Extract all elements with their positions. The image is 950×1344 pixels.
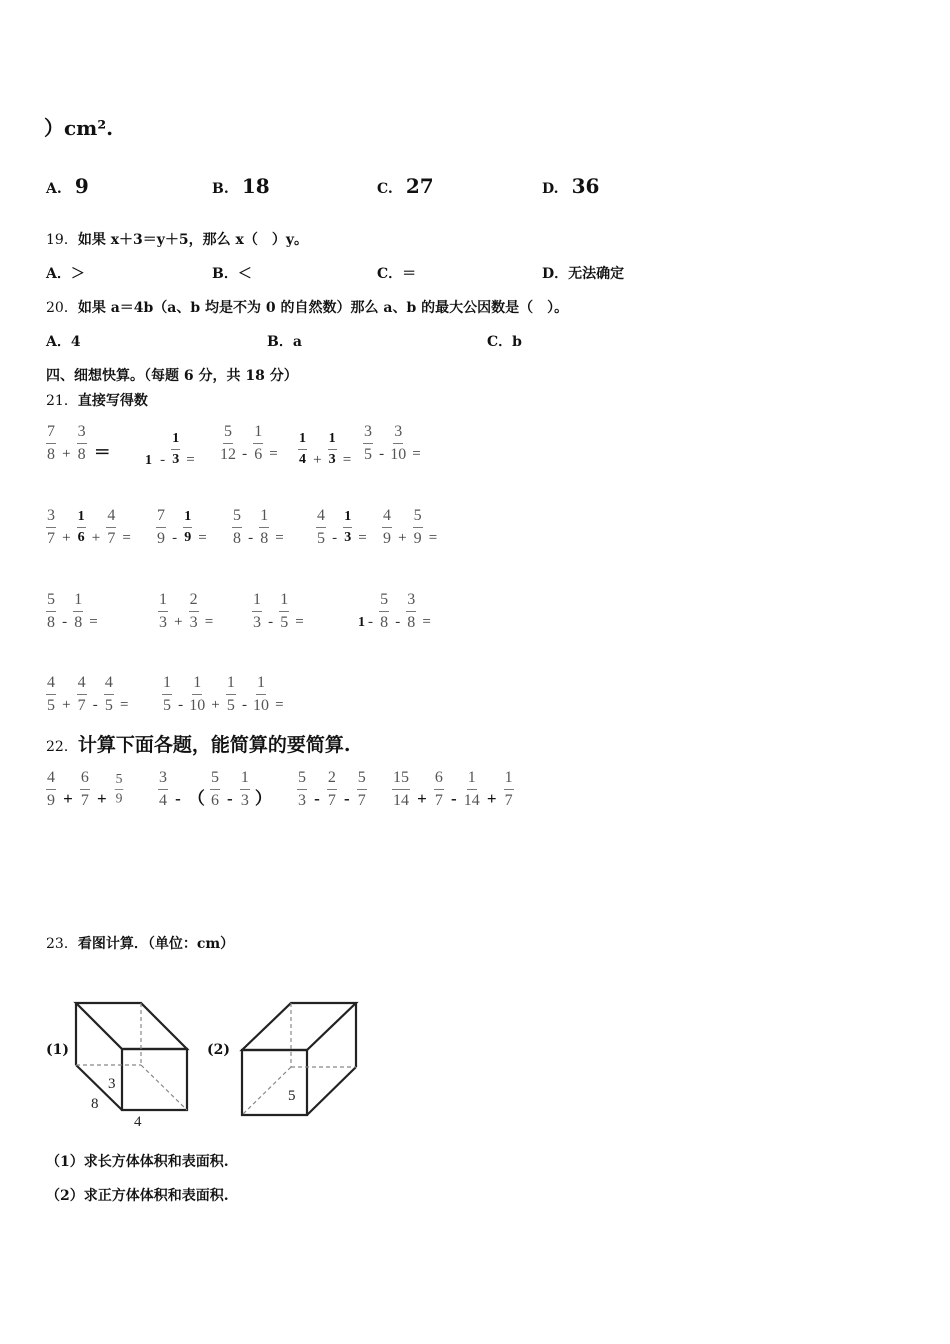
- q23-sub-1: （1）求长方体体积和表面积.: [46, 1154, 229, 1170]
- option-label: C.: [377, 181, 393, 197]
- q22-expr-2: [158, 770, 272, 809]
- equals: =: [122, 530, 131, 546]
- equals: =: [358, 530, 367, 546]
- option-label: A．: [46, 334, 71, 350]
- question-text: 直接写得数: [77, 393, 148, 409]
- option-value: 18: [241, 174, 270, 198]
- q19-option-c[interactable]: [377, 263, 416, 283]
- equals: =: [119, 697, 129, 713]
- equals: ＝: [93, 443, 111, 462]
- fraction: $\frac{1}{9}$: [184, 509, 192, 545]
- fraction: $\frac{5}{8}$: [380, 591, 389, 631]
- fraction: $\frac{6}{7}$: [434, 769, 443, 809]
- q19-stem: [46, 229, 308, 249]
- q21-stem: [46, 390, 148, 410]
- fraction: $\frac{7}{9}$: [157, 507, 165, 547]
- fraction: $\frac{1}{3}$: [240, 769, 249, 809]
- question-text: 如果 a＝4b（a、b 均是不为 0 的自然数）那么 a、b 的最大公因数是（ ）。: [77, 300, 569, 316]
- q21-expr: [382, 508, 438, 547]
- q19-option-b[interactable]: [212, 263, 252, 283]
- section-title: 四、细想快算。（每题 6 分，共 18 分）: [46, 368, 298, 384]
- fraction: $\frac{1}{6}$: [254, 423, 263, 463]
- figure-label-1: (1): [46, 1042, 69, 1058]
- fraction: $\frac{1}{7}$: [504, 769, 513, 809]
- q20-option-b[interactable]: [267, 331, 302, 351]
- q20-option-a[interactable]: [46, 331, 81, 351]
- fraction: $\frac{5}{9}$: [413, 507, 422, 547]
- fraction: $\frac{5}{9}$: [115, 772, 123, 807]
- fraction: $\frac{3}{10}$: [390, 423, 407, 463]
- q18-option-c[interactable]: [377, 174, 434, 198]
- fraction: $\frac{1}{3}$: [159, 591, 167, 631]
- operator: -: [450, 789, 457, 808]
- operator: +: [62, 530, 71, 546]
- fraction: $\frac{5}{7}$: [357, 769, 366, 809]
- q18-option-a[interactable]: [46, 174, 89, 198]
- option-value: 36: [571, 174, 600, 198]
- fraction: $\frac{3}{7}$: [47, 507, 55, 547]
- fraction: $\frac{1}{8}$: [74, 591, 83, 631]
- option-label: D.: [542, 181, 559, 197]
- option-label: A．: [46, 266, 71, 282]
- q21-expr: [232, 508, 285, 547]
- option-label: C．: [377, 266, 403, 282]
- fraction: $\frac{4}{7}$: [107, 507, 116, 547]
- operator: 1: [145, 453, 152, 468]
- operator: -: [241, 697, 247, 713]
- question-text: 计算下面各题，能简算的要简算.: [77, 734, 351, 756]
- q21-expr: [46, 508, 132, 547]
- fraction: $\frac{1}{8}$: [260, 507, 269, 547]
- operator: 1: [358, 615, 365, 630]
- operator: -: [175, 789, 181, 808]
- cuboid-figure: [60, 995, 200, 1130]
- fraction: $\frac{1}{3}$: [172, 431, 180, 467]
- q20-option-c[interactable]: [487, 331, 522, 351]
- operator: +: [91, 530, 101, 546]
- option-value: 9: [74, 174, 89, 198]
- operator: -: [268, 614, 274, 630]
- fraction: $\frac{1}{5}$: [280, 591, 289, 631]
- option-value: 4: [70, 334, 81, 350]
- fraction: $\frac{1}{14}$: [463, 769, 480, 809]
- q22-stem: [46, 730, 350, 757]
- fraction: $\frac{4}{9}$: [383, 507, 391, 547]
- q21-expr: [363, 424, 422, 463]
- option-label: C．: [487, 334, 513, 350]
- operator: -: [62, 614, 68, 630]
- question-text: 如果 x＋3＝y＋5，那么 x（ ）y。: [77, 232, 309, 248]
- equals: =: [269, 446, 278, 462]
- fraction: $\frac{1}{5}$: [163, 674, 171, 714]
- q18-option-d[interactable]: [542, 174, 599, 198]
- equals: =: [412, 446, 421, 462]
- fraction: $\frac{3}{5}$: [364, 423, 372, 463]
- operator: -: [178, 697, 184, 713]
- dim-length: 8: [91, 1096, 99, 1112]
- option-label: D．: [542, 266, 569, 282]
- option-value: 无法确定: [568, 266, 625, 282]
- operator: +: [174, 614, 183, 630]
- fraction: $\frac{3}{4}$: [159, 769, 167, 809]
- q21-expr: [143, 432, 196, 469]
- operator: -: [395, 614, 401, 630]
- fraction: $\frac{5}{8}$: [47, 591, 55, 631]
- q21-expr: [156, 508, 208, 547]
- fraction: $\frac{6}{7}$: [80, 769, 89, 809]
- q21-expr: [46, 675, 129, 714]
- equals: =: [428, 530, 438, 546]
- q21-expr: [316, 508, 368, 547]
- operator: +: [62, 697, 71, 713]
- cube-figure: [235, 995, 365, 1120]
- option-label: B.: [212, 181, 229, 197]
- option-value: ＝: [402, 266, 417, 282]
- operator: -: [160, 452, 166, 468]
- q21-expr: [220, 424, 279, 463]
- question-number: 23．: [46, 936, 78, 952]
- fraction: $\frac{1}{4}$: [299, 431, 306, 467]
- fraction: $\frac{4}{5}$: [104, 674, 113, 714]
- q21-expr: [46, 592, 99, 631]
- equals: =: [275, 697, 284, 713]
- q22-expr-4: [392, 770, 514, 809]
- operator: +: [486, 789, 497, 808]
- fraction: $\frac{5}{6}$: [210, 769, 219, 809]
- option-label: A.: [46, 181, 62, 197]
- paren: ）: [254, 789, 272, 808]
- operator: -: [242, 446, 248, 462]
- question-number: 21．: [46, 393, 78, 409]
- q22-expr-1: [46, 770, 124, 809]
- operator: -: [314, 789, 320, 808]
- operator: -: [368, 614, 373, 630]
- q21-expr: [356, 592, 432, 631]
- fraction: $\frac{3}{8}$: [407, 591, 416, 631]
- fraction: $\frac{1}{3}$: [253, 591, 261, 631]
- option-value: 27: [405, 174, 434, 198]
- operator: -: [343, 789, 350, 808]
- question-number: 20．: [46, 300, 78, 316]
- option-label: B．: [212, 266, 238, 282]
- equals: =: [295, 614, 304, 630]
- fraction: $\frac{5}{8}$: [233, 507, 241, 547]
- option-label: B．: [267, 334, 293, 350]
- fraction: $\frac{1}{5}$: [226, 674, 235, 714]
- equals: =: [198, 530, 207, 546]
- q21-expr: [162, 675, 285, 714]
- q20-stem: [46, 297, 568, 317]
- operator: +: [417, 789, 427, 808]
- dim-edge: 5: [288, 1088, 296, 1104]
- fraction: $\frac{1}{6}$: [77, 509, 85, 545]
- fraction: $\frac{4}{5}$: [47, 674, 55, 714]
- fraction: $\frac{1}{10}$: [253, 674, 270, 714]
- fraction: $\frac{4}{7}$: [77, 674, 86, 714]
- equals: =: [89, 614, 98, 630]
- q22-expr-3: [297, 770, 367, 809]
- operator: +: [211, 697, 220, 713]
- q21-expr: [252, 592, 305, 631]
- fraction: $\frac{2}{3}$: [189, 591, 198, 631]
- q23-sub-2: （2）求正方体体积和表面积.: [46, 1188, 229, 1204]
- option-value: a: [292, 334, 302, 350]
- operator: +: [62, 446, 71, 462]
- q21-expr: [158, 592, 214, 631]
- option-value: b: [512, 334, 522, 350]
- fraction: $\frac{1}{3}$: [328, 431, 336, 467]
- equals: =: [186, 452, 195, 468]
- fraction: $\frac{15}{14}$: [393, 769, 409, 809]
- operator: -: [172, 530, 178, 546]
- operator: +: [96, 789, 107, 808]
- equals: =: [204, 614, 214, 630]
- question-text: 看图计算．（单位：cm）: [77, 936, 235, 952]
- fraction: $\frac{5}{12}$: [220, 423, 236, 463]
- operator: +: [313, 452, 322, 468]
- q18-tail: ）cm².: [44, 116, 114, 140]
- operator: -: [92, 697, 98, 713]
- q19-option-d[interactable]: [542, 263, 624, 283]
- option-value: ＞: [70, 266, 85, 282]
- fraction: $\frac{1}{10}$: [189, 674, 206, 714]
- fraction: $\frac{4}{9}$: [47, 769, 55, 809]
- operator: -: [227, 789, 233, 808]
- q19-option-a[interactable]: [46, 263, 85, 283]
- operator: -: [332, 530, 338, 546]
- paren: （: [187, 789, 205, 808]
- equals: =: [342, 452, 352, 468]
- equals: =: [422, 614, 431, 630]
- question-number: 22．: [46, 739, 78, 755]
- figure-label-2: (2): [207, 1042, 230, 1058]
- dim-height: 3: [108, 1076, 116, 1092]
- equals: =: [275, 530, 284, 546]
- dim-width: 4: [134, 1114, 142, 1130]
- operator: -: [379, 446, 385, 462]
- fraction: $\frac{2}{7}$: [327, 769, 336, 809]
- fraction: $\frac{3}{8}$: [77, 423, 86, 463]
- operator: -: [248, 530, 254, 546]
- question-number: 19．: [46, 232, 78, 248]
- q23-stem: [46, 933, 234, 953]
- fraction: $\frac{4}{5}$: [317, 507, 325, 547]
- fraction: $\frac{7}{8}$: [47, 423, 55, 463]
- fraction: $\frac{5}{3}$: [298, 769, 306, 809]
- q21-expr: [298, 432, 352, 469]
- operator: +: [398, 530, 407, 546]
- option-value: ＜: [237, 266, 252, 282]
- fraction: $\frac{1}{3}$: [344, 509, 352, 545]
- q21-expr: [46, 424, 113, 463]
- operator: +: [63, 789, 73, 808]
- q18-option-b[interactable]: [212, 174, 270, 198]
